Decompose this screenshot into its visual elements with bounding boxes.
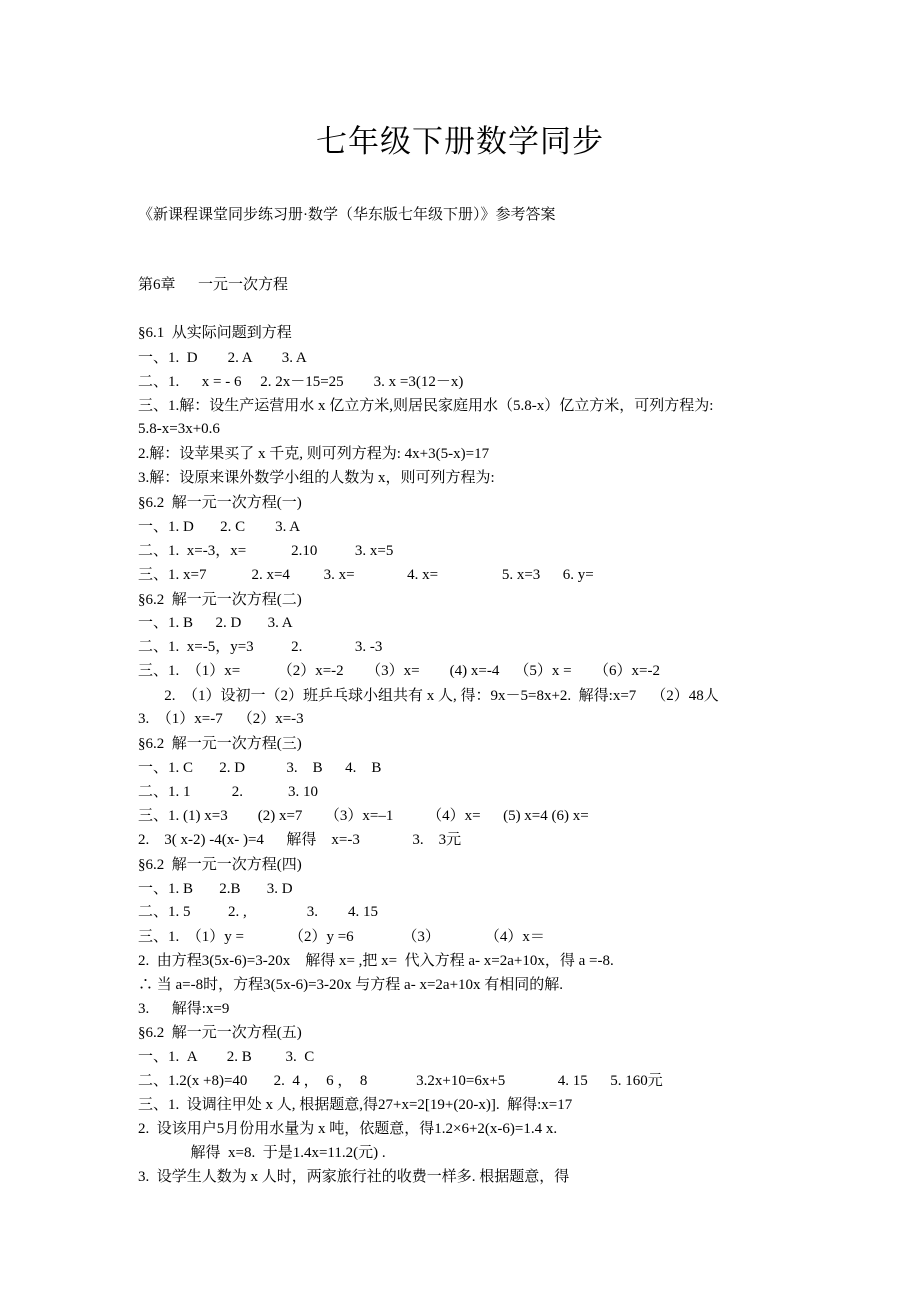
answer-line: 三、1. （1）y = （2）y =6 （3） （4）x＝ [138,929,545,945]
answer-line: 一、1. B 2.B 3. D [138,881,293,897]
answer-line: §6.2 解一元一次方程(五) [138,1025,302,1041]
chapter-heading: 第6章 一元一次方程 [138,277,289,293]
answer-line: 二、1. 5 2. , 3. 4. 15 [138,904,379,920]
answer-line: 一、1. B 2. D 3. A [138,615,293,631]
answer-line: 3. 解得:x=9 [138,1001,230,1017]
answer-line: §6.1 从实际问题到方程 [138,325,292,341]
answer-line: §6.2 解一元一次方程(二) [138,592,302,608]
answer-line: ∴ 当 a=-8时，方程3(5x-6)=3-20x 与方程 a- x=2a+10x 有相同的解. [138,977,564,993]
answer-line: 三、1. （1）x= （2）x=-2 （3）x= (4) x=-4 （5）x = （6）x=-2 [138,663,660,679]
answer-line: 2. （1）设初一（2）班乒乓球小组共有 x 人, 得：9x－5=8x+2. 解得:x=7 （2）48人 [138,688,719,704]
answer-line: 二、1. x=-3，x= 2.10 3. x=5 [138,543,394,559]
answer-line: 3.解：设原来课外数学小组的人数为 x，则可列方程为: [138,470,495,486]
answer-line: 2. 3( x-2) -4(x- )=4 解得 x=-3 3. 3元 [138,832,462,848]
answer-line: 三、1.解：设生产运营用水 x 亿立方米,则居民家庭用水（5.8-x）亿立方米，可列方程为: [138,398,714,414]
document-subtitle: 《新课程课堂同步练习册·数学（华东版七年级下册）》参考答案 [138,207,556,223]
answer-line: 3. 设学生人数为 x 人时，两家旅行社的收费一样多. 根据题意，得 [138,1169,570,1185]
answer-line: 一、1. C 2. D 3. B 4. B [138,760,382,776]
answer-line: 三、1. x=7 2. x=4 3. x= 4. x= 5. x=3 6. y= [138,567,594,583]
page-title: 七年级下册数学同步 [316,124,604,159]
answer-line: 二、1.2(x +8)=40 2. 4 ， 6 ， 8 3.2x+10=6x+5 4. 15 5. 160元 [138,1073,663,1089]
answer-line: §6.2 解一元一次方程(三) [138,736,302,752]
answer-line: 三、1. 设调往甲处 x 人, 根据题意,得27+x=2[19+(20-x)]. 解得:x=17 [138,1097,573,1113]
answer-line: 二、1. x = - 6 2. 2x－15=25 3. x =3(12－x) [138,374,464,390]
answer-line: 2.解：设苹果买了 x 千克, 则可列方程为: 4x+3(5-x)=17 [138,446,490,462]
answer-line: 5.8-x=3x+0.6 [138,421,220,437]
answer-line: 三、1. (1) x=3 (2) x=7 （3）x=–1 （4）x= (5) x=4 (6) x= [138,808,589,824]
answer-line: 一、1. D 2. C 3. A [138,519,301,535]
answer-line: 二、1. x=-5，y=3 2. 3. -3 [138,639,383,655]
answer-line: §6.2 解一元一次方程(四) [138,857,302,873]
answer-line: 一、1. A 2. B 3. C [138,1049,315,1065]
answer-line: 2. 由方程3(5x-6)=3-20x 解得 x= ,把 x= 代入方程 a- x=2a+10x，得 a =-8. [138,953,614,969]
answer-line: 二、1. 1 2. 3. 10 [138,784,319,800]
answer-line: 一、1. D 2. A 3. A [138,350,307,366]
answer-line: 2. 设该用户5月份用水量为 x 吨，依题意，得1.2×6+2(x-6)=1.4 x. [138,1121,558,1137]
answer-line: 3. （1）x=-7 （2）x=-3 [138,711,304,727]
answer-line: 解得 x=8. 于是1.4x=11.2(元) . [138,1145,386,1161]
answer-line: §6.2 解一元一次方程(一) [138,495,302,511]
